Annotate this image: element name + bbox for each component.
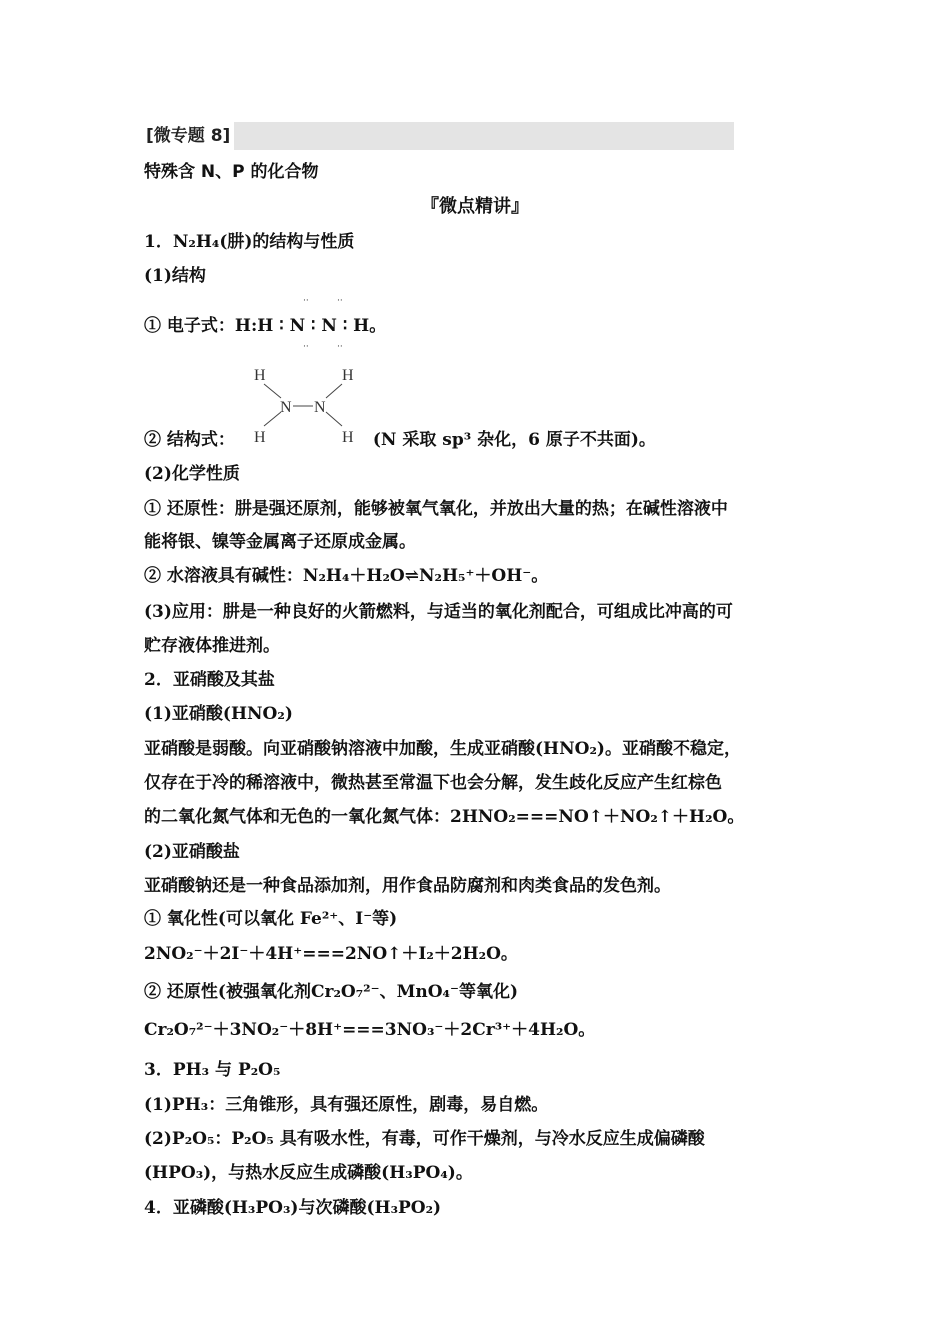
svg-text:N: N	[314, 399, 326, 416]
lone-pair-dots: ··	[337, 342, 343, 352]
s1-chem-props: (2)化学性质	[144, 464, 240, 484]
s3-p2o5-line1: (2)P₂O₅：P₂O₅ 具有吸水性，有毒，可作干燥剂，与冷水反应生成偏磷酸	[144, 1129, 705, 1149]
structural-note: (N 采取 sp³ 杂化，6 原子不共面)。	[372, 430, 656, 450]
s2-acid-line1: 亚硝酸是弱酸。向亚硝酸钠溶液中加酸，生成亚硝酸(HNO₂)。亚硝酸不稳定，	[144, 739, 741, 759]
structural-formula-line	[144, 428, 656, 452]
s1-usage-line2: 贮存液体推进剂。	[144, 636, 280, 656]
s2-acid-line3: 的二氧化氮气体和无色的一氧化氮气体：2HNO₂===NO↑＋NO₂↑＋H₂O。	[144, 807, 745, 827]
s3-p2o5-line2: (HPO₃)，与热水反应生成磷酸(H₃PO₄)。	[144, 1163, 473, 1183]
lone-pair-dots: ··	[303, 342, 309, 352]
s2-salt-heading: (2)亚硝酸盐	[144, 842, 240, 862]
page-title: 特殊含 N、P 的化合物	[144, 162, 319, 182]
svg-text:H: H	[254, 367, 266, 384]
section-heading: 『微点精讲』	[421, 196, 529, 217]
s4-heading: 4．亚磷酸(H₃PO₃)与次磷酸(H₃PO₂)	[144, 1198, 442, 1218]
s2-acid-heading: (1)亚硝酸(HNO₂)	[144, 704, 293, 724]
s1-usage-line1: (3)应用：肼是一种良好的火箭燃料，与适当的氧化剂配合，可组成比冲高的可	[144, 602, 733, 622]
s1-heading: 1．N₂H₄(肼)的结构与性质	[144, 232, 355, 252]
svg-text:H: H	[342, 367, 354, 384]
svg-text:N: N	[280, 399, 292, 416]
electron-formula-line	[144, 314, 386, 338]
topic-tag: [微专题 8]	[142, 122, 234, 150]
s3-ph3: (1)PH₃：三角锥形，具有强还原性，剧毒，易自燃。	[144, 1095, 549, 1115]
s1-basic: ② 水溶液具有碱性：N₂H₄＋H₂O⇌N₂H₅⁺＋OH⁻。	[144, 566, 549, 586]
lone-pair-dots: ··	[303, 296, 309, 306]
svg-text:H: H	[254, 429, 266, 446]
s1-reducing-line2: 能将银、镍等金属离子还原成金属。	[144, 532, 416, 552]
s3-heading: 3．PH₃ 与 P₂O₅	[144, 1060, 281, 1080]
s2-oxid-heading: ① 氧化性(可以氧化 Fe²⁺、I⁻等)	[144, 909, 398, 929]
s2-acid-line2: 仅存在于冷的稀溶液中，微热甚至常温下也会分解，发生歧化反应产生红棕色	[144, 773, 722, 793]
s2-salt-line1: 亚硝酸钠还是一种食品添加剂，用作食品防腐剂和肉类食品的发色剂。	[144, 876, 671, 896]
s2-red-equation: Cr₂O₇²⁻＋3NO₂⁻＋8H⁺===3NO₃⁻＋2Cr³⁺＋4H₂O。	[144, 1020, 596, 1040]
electron-label: ① 电子式：	[144, 316, 235, 336]
s1-reducing-line1: ① 还原性：肼是强还原剂，能够被氧气氧化，并放出大量的热；在碱性溶液中	[144, 499, 728, 519]
topic-banner	[142, 122, 734, 150]
electron-formula: H:H ∶ N ∶ N ∶ H。	[234, 316, 387, 336]
lone-pair-dots: ··	[337, 296, 343, 306]
s2-heading: 2．亚硝酸及其盐	[144, 670, 275, 690]
structural-label: ② 结构式：	[144, 430, 235, 450]
svg-text:H: H	[342, 429, 354, 446]
s2-oxid-equation: 2NO₂⁻＋2I⁻＋4H⁺===2NO↑＋I₂＋2H₂O。	[144, 944, 518, 964]
s2-red-heading: ② 还原性(被强氧化剂Cr₂O₇²⁻、MnO₄⁻等氧化)	[144, 982, 519, 1002]
s1-structure: (1)结构	[144, 266, 206, 286]
